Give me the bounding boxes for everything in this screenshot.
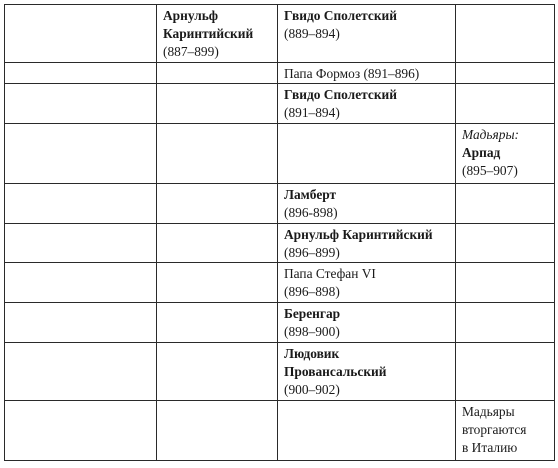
table-cell bbox=[456, 224, 555, 263]
reign-years: (898–900) bbox=[284, 324, 340, 339]
table-cell bbox=[5, 84, 157, 124]
table-row bbox=[5, 5, 555, 63]
table-cell bbox=[157, 224, 278, 263]
table-cell bbox=[278, 63, 456, 84]
table-cell bbox=[157, 263, 278, 303]
reign-years: (889–894) bbox=[284, 26, 340, 41]
table-cell bbox=[157, 63, 278, 84]
table-cell bbox=[278, 224, 456, 263]
table-cell bbox=[278, 303, 456, 343]
table-cell bbox=[456, 124, 555, 184]
table-cell bbox=[5, 303, 157, 343]
table-cell bbox=[157, 184, 278, 224]
pope-entry: Папа Стефан VI bbox=[284, 266, 376, 281]
table-cell bbox=[157, 343, 278, 401]
table-cell bbox=[5, 401, 157, 461]
reign-years: (900–902) bbox=[284, 382, 340, 397]
table-cell bbox=[456, 63, 555, 84]
event-note: вторгаются bbox=[462, 422, 527, 437]
ruler-name: Арпад bbox=[462, 145, 501, 160]
table-cell bbox=[157, 124, 278, 184]
ruler-name: Беренгар bbox=[284, 306, 341, 321]
reign-years: (896-898) bbox=[284, 205, 338, 220]
table-cell bbox=[5, 5, 157, 63]
table-row bbox=[5, 343, 555, 401]
table-cell bbox=[456, 84, 555, 124]
event-note: Мадьяры bbox=[462, 404, 515, 419]
ruler-name: Арнульф Каринтийский bbox=[284, 227, 433, 242]
ruler-name: Гвидо Сполетский bbox=[284, 87, 397, 102]
table-cell bbox=[278, 84, 456, 124]
reign-years: (895–907) bbox=[462, 163, 518, 178]
table-cell bbox=[456, 401, 555, 461]
ruler-name: Людовик bbox=[284, 346, 340, 361]
table-row bbox=[5, 84, 555, 124]
reign-years: (887–899) bbox=[163, 44, 219, 59]
table-cell bbox=[278, 5, 456, 63]
table-cell bbox=[456, 263, 555, 303]
reign-years: (891–894) bbox=[284, 105, 340, 120]
pope-entry: Папа Формоз (891–896) bbox=[284, 66, 420, 81]
table-cell bbox=[278, 263, 456, 303]
table-cell bbox=[5, 224, 157, 263]
table-cell bbox=[278, 343, 456, 401]
table-cell bbox=[5, 343, 157, 401]
ruler-name: Арнульф bbox=[163, 8, 219, 23]
reign-years: (896–899) bbox=[284, 245, 340, 260]
table-cell bbox=[5, 124, 157, 184]
table-row bbox=[5, 124, 555, 184]
table-cell bbox=[5, 63, 157, 84]
table-cell bbox=[157, 303, 278, 343]
ruler-name: Каринтийский bbox=[163, 26, 254, 41]
ruler-name: Гвидо Сполетский bbox=[284, 8, 397, 23]
ruler-name: Ламберт bbox=[284, 187, 337, 202]
event-note: в Италию bbox=[462, 440, 518, 455]
table-cell bbox=[456, 5, 555, 63]
chronology-table bbox=[4, 4, 555, 461]
table-row bbox=[5, 303, 555, 343]
table-cell bbox=[456, 343, 555, 401]
table-cell bbox=[456, 184, 555, 224]
ruler-name: Провансальский bbox=[284, 364, 387, 379]
group-label: Мадьяры: bbox=[462, 127, 519, 142]
table-row bbox=[5, 224, 555, 263]
table-row bbox=[5, 184, 555, 224]
table-cell bbox=[157, 401, 278, 461]
table-cell bbox=[278, 401, 456, 461]
table-cell bbox=[456, 303, 555, 343]
table-cell bbox=[5, 184, 157, 224]
table-cell bbox=[5, 263, 157, 303]
table-cell bbox=[157, 84, 278, 124]
reign-years: (896–898) bbox=[284, 284, 340, 299]
table-row bbox=[5, 263, 555, 303]
table-row bbox=[5, 401, 555, 461]
table-cell bbox=[278, 184, 456, 224]
table-row bbox=[5, 63, 555, 84]
table-cell bbox=[278, 124, 456, 184]
table-cell bbox=[157, 5, 278, 63]
